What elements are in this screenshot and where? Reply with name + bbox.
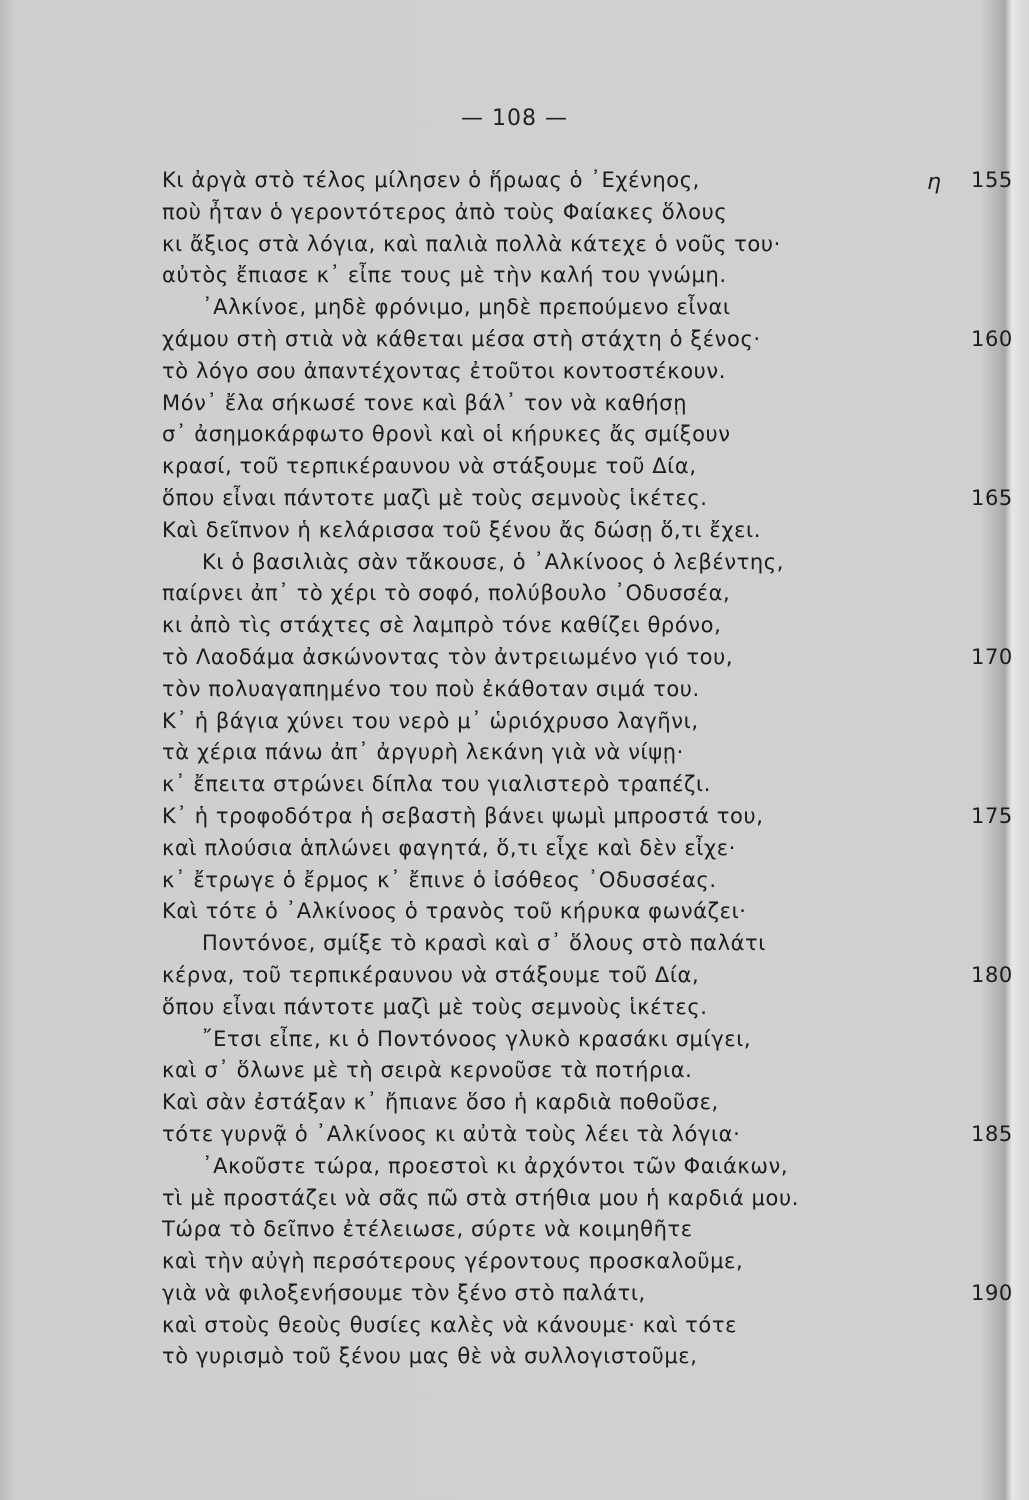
verse-line (162, 324, 1022, 356)
verse-line (162, 992, 1022, 1024)
verse-text: παίρνει ἀπ᾿ τὸ χέρι τὸ σοφό, πολύβουλο ᾿Οδυσσέα, (162, 581, 731, 606)
verse-line (162, 1087, 1022, 1119)
line-number: 185 (971, 1121, 1013, 1146)
line-number: 165 (971, 485, 1013, 510)
line-number: 190 (971, 1280, 1013, 1305)
page-number: — 108 — (461, 106, 568, 131)
verse-line (162, 833, 1022, 865)
verse-line (162, 1183, 1022, 1215)
verse-text: γιὰ νὰ φιλοξενήσουμε τὸν ξένο στὸ παλάτι, (162, 1280, 646, 1305)
verse-text: κέρνα, τοῦ τερπικέραυνου νὰ στάξουμε τοῦ Δία, (162, 962, 700, 987)
verse-text: κ᾿ ἔτρωγε ὁ ἔρμος κ᾿ ἔπινε ὁ ἰσόθεος ᾿Οδυσσέας. (162, 867, 717, 892)
verse-text: Καὶ δεῖπνον ἡ κελάρισσα τοῦ ξένου ἄς δώσῃ ὅ,τι ἔχει. (162, 517, 761, 542)
verse-line (162, 1055, 1022, 1087)
verse-text: χάμου στὴ στιὰ νὰ κάθεται μέσα στὴ στάχτη ὁ ξένος· (162, 326, 761, 351)
verse-text: καὶ στοὺς θεοὺς θυσίες καλὲς νὰ κάνουμε· καὶ τότε (162, 1312, 738, 1337)
verse-line (162, 451, 1022, 483)
verse-line (162, 229, 1022, 261)
verse-text: τὸ λόγο σου ἀπαντέχοντας ἐτοῦτοι κοντοστέκουν. (162, 358, 727, 383)
verse-line (162, 547, 1022, 579)
verse-line (162, 674, 1022, 706)
verse-line (162, 1341, 1022, 1373)
verse-line (162, 1214, 1022, 1246)
verse-text: κρασί, τοῦ τερπικέραυνου νὰ στάξουμε τοῦ Δία, (162, 454, 697, 479)
verse-text: τότε γυρνᾷ ὁ ᾿Αλκίνοος κι αὐτὰ τοὺς λέει τὰ λόγια· (162, 1121, 741, 1146)
verse-text: ᾿Ακοῦστε τώρα, προεστοὶ κι ἀρχόντοι τῶν Φαιάκων, (202, 1153, 789, 1178)
verse-line (162, 896, 1022, 928)
verse-text: καὶ σ᾿ ὅλωνε μὲ τὴ σειρὰ κερνοῦσε τὰ ποτήρια. (162, 1058, 693, 1083)
verse-text: ποὺ ἦταν ὁ γεροντότερος ἀπὸ τοὺς Φαίακες ὅλους (162, 199, 728, 224)
margin-note: η (927, 170, 942, 195)
verse-text: κι ἀπὸ τὶς στάχτες σὲ λαμπρὸ τόνε καθίζει θρόνο, (162, 613, 722, 638)
verse-text: Καὶ σὰν ἐστάξαν κ᾿ ἤπιανε ὅσο ἡ καρδιὰ ποθοῦσε, (162, 1090, 719, 1115)
verse-line (162, 642, 1022, 674)
verse-line (162, 356, 1022, 388)
verse-text: τὸ γυρισμὸ τοῦ ξένου μας θὲ νὰ συλλογιστοῦμε, (162, 1344, 698, 1369)
poem-text (162, 165, 1022, 1373)
verse-line (162, 610, 1022, 642)
verse-line (162, 483, 1022, 515)
verse-line (162, 801, 1022, 833)
verse-line (162, 515, 1022, 547)
verse-line (162, 1151, 1022, 1183)
verse-line (162, 165, 1022, 197)
verse-text: τὸν πολυαγαπημένο του ποὺ ἐκάθοταν σιμά του. (162, 676, 700, 701)
verse-text: Μόν᾿ ἔλα σήκωσέ τονε καὶ βάλ᾿ τον νὰ καθήσῃ (162, 390, 688, 415)
verse-text: Τώρα τὸ δεῖπνο ἐτέλειωσε, σύρτε νὰ κοιμηθῆτε (162, 1217, 693, 1242)
line-number: 180 (971, 962, 1013, 987)
verse-text: κι ἄξιος στὰ λόγια, καὶ παλιὰ πολλὰ κάτεχε ὁ νοῦς του· (162, 231, 781, 256)
verse-text: κ᾿ ἔπειτα στρώνει δίπλα του γιαλιστερὸ τραπέζι. (162, 772, 712, 797)
verse-text: Κι ἀργὰ στὸ τέλος μίλησεν ὁ ἥρωας ὁ ᾿Εχένηος, (162, 168, 700, 192)
verse-text: τὶ μὲ προστάζει νὰ σᾶς πῶ στὰ στήθια μου ἡ καρδιά μου. (162, 1185, 799, 1210)
line-number: 175 (971, 803, 1013, 828)
verse-text: ὅπου εἶναι πάντοτε μαζὶ μὲ τοὺς σεμνοὺς ἱκέτες. (162, 485, 708, 510)
verse-text: ῎Ετσι εἶπε, κι ὁ Ποντόνοος γλυκὸ κρασάκι σμίγει, (202, 1026, 752, 1051)
verse-line (162, 865, 1022, 897)
verse-text: σ᾿ ἀσημοκάρφωτο θρονὶ καὶ οἱ κήρυκες ἄς σμίξουν (162, 422, 731, 447)
verse-line (162, 960, 1022, 992)
verse-line (162, 388, 1022, 420)
verse-line (162, 1024, 1022, 1056)
verse-text: καὶ τὴν αὐγὴ περσότερους γέροντους προσκαλοῦμε, (162, 1249, 744, 1274)
verse-line (162, 197, 1022, 229)
verse-text: Ποντόνοε, σμίξε τὸ κρασὶ καὶ σ᾿ ὅλους στὸ παλάτι (202, 931, 767, 956)
line-number: 160 (971, 326, 1013, 351)
verse-text: τὰ χέρια πάνω ἀπ᾿ ἀργυρὴ λεκάνη γιὰ νὰ νίψῃ· (162, 740, 684, 765)
verse-line (162, 1119, 1022, 1151)
verse-line (162, 706, 1022, 738)
verse-line (162, 1246, 1022, 1278)
verse-line (162, 1310, 1022, 1342)
line-number: 170 (971, 644, 1013, 669)
verse-line (162, 419, 1022, 451)
verse-line (162, 578, 1022, 610)
verse-line (162, 769, 1022, 801)
verse-text: καὶ πλούσια ἁπλώνει φαγητά, ὅ,τι εἶχε καὶ δὲν εἶχε· (162, 835, 737, 860)
line-number: 155 (971, 168, 1013, 192)
verse-line (162, 1278, 1022, 1310)
verse-text: Κ᾿ ἡ βάγια χύνει του νερὸ μ᾿ ὡριόχρυσο λαγῆνι, (162, 708, 699, 733)
verse-text: Κι ὁ βασιλιὰς σὰν τἄκουσε, ὁ ᾿Αλκίνοος ὁ λεβέντης, (202, 549, 785, 574)
verse-line (162, 260, 1022, 292)
verse-text: Κ᾿ ἡ τροφοδότρα ἡ σεβαστὴ βάνει ψωμὶ μπροστά του, (162, 803, 764, 828)
verse-text: τὸ Λαοδάμα ἀσκώνοντας τὸν ἀντρειωμένο γιό του, (162, 644, 734, 669)
verse-line (162, 737, 1022, 769)
verse-text: αὐτὸς ἔπιασε κ᾿ εἶπε τους μὲ τὴν καλή του γνώμη. (162, 263, 727, 288)
verse-line (162, 928, 1022, 960)
verse-text: Καὶ τότε ὁ ᾿Αλκίνοος ὁ τρανὸς τοῦ κήρυκα φωνάζει· (162, 899, 747, 924)
verse-text: ᾿Αλκίνοε, μηδὲ φρόνιμο, μηδὲ πρεπούμενο εἶναι (202, 295, 731, 320)
verse-line (162, 292, 1022, 324)
verse-text: ὅπου εἶναι πάντοτε μαζὶ μὲ τοὺς σεμνοὺς ἱκέτες. (162, 994, 708, 1019)
